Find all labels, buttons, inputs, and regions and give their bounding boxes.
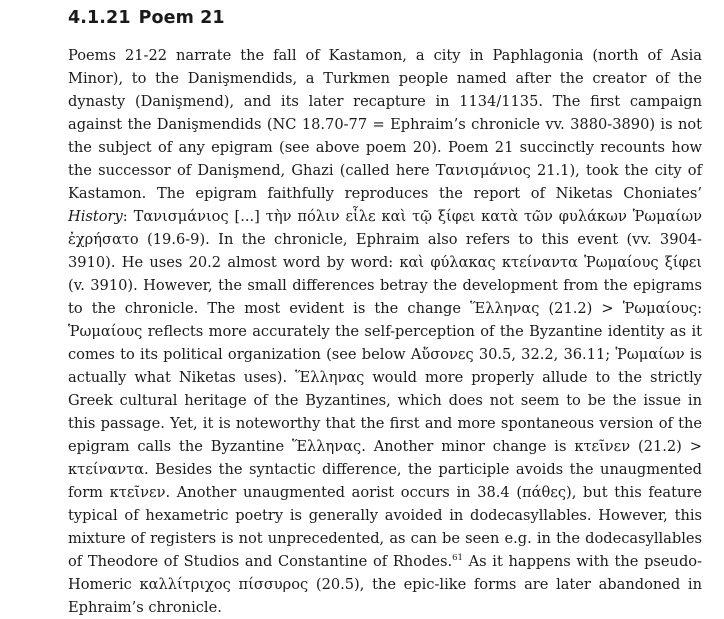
italic-history: History: [68, 208, 123, 225]
text-run-2: : Τανισμάνιος [...] τὴν πόλιν εἷλε καὶ τῷ ξίφει κατὰ τῶν φυλάκων Ῥωμαίων ἐχρήσατο (19.6-9). In the chronicle, Ephraim also refers to this event (vv. 3904-3910). He uses 20.2 almost word by word: καὶ φύλακας κτείναντα Ῥωμαίους ξίφει (v. 3910). However, the small differences betray the development from the epigrams to the chronicle. The most evident is the change Ἕλληνας (21.2) > Ῥωμαίους: Ῥωμαίους reflects more accurately the self-perception of the Byzantine identity as it comes to its political organization (see below Αὔσονες 30.5, 32.2, 36.11; Ῥωμαίων is actually what Niketas uses). Ἕλληνας would more properly allude to the strictly Greek cultural heritage of the Byzantines, which does not seem to be the issue in this passage. Yet, it is noteworthy that the first and more spontaneous version of the epigram calls the Byzantine Ἕλληνας. Another minor change is κτεῖνεν (21.2) > κτείναντα. Besides the syntactic difference, the participle avoids the unaugmented form κτεῖνεν. Another unaugmented aorist occurs in 38.4 (πάθες), but this feature typical of hexametric poetry is generally avoided in dodecasyllables. However, this mixture of registers is not unprecedented, as can be seen e.g. in the dodecasyllables of Theodore of Studios and Constantine of Rhodes.: [68, 208, 702, 570]
text-run-3: As it happens with the pseudo-Homeric καλλίτριχος πίσσυρος (20.5), the epic-like forms are later abandoned in Ephraim’s chronicle.: [68, 553, 702, 616]
section-number: 4.1.21: [68, 8, 131, 28]
text-run-1: Poems 21-22 narrate the fall of Kastamon, a city in Paphlagonia (north of Asia Minor), to the Danişmendids, a Turkmen people named after the creator of the dynasty (Danişmend), and its later recapture in 1134/1135. The first campaign against the Danişmendids (NC 18.70-77 = Ephraim’s chronicle vv. 3880-3890) is not the subject of any epigram (see above poem 20). Poem 21 succinctly recounts how the successor of Danişmend, Ghazi (called here Τανισμάνιος 21.1), took the city of Kastamon. The epigram faithfully reproduces the report of Niketas Choniates’: [68, 47, 702, 202]
page: [68, 6, 702, 619]
section-title: Poem 21: [138, 8, 225, 28]
body-paragraph: [68, 44, 702, 619]
section-heading: [68, 6, 702, 30]
footnote-reference[interactable]: 61: [452, 553, 463, 564]
